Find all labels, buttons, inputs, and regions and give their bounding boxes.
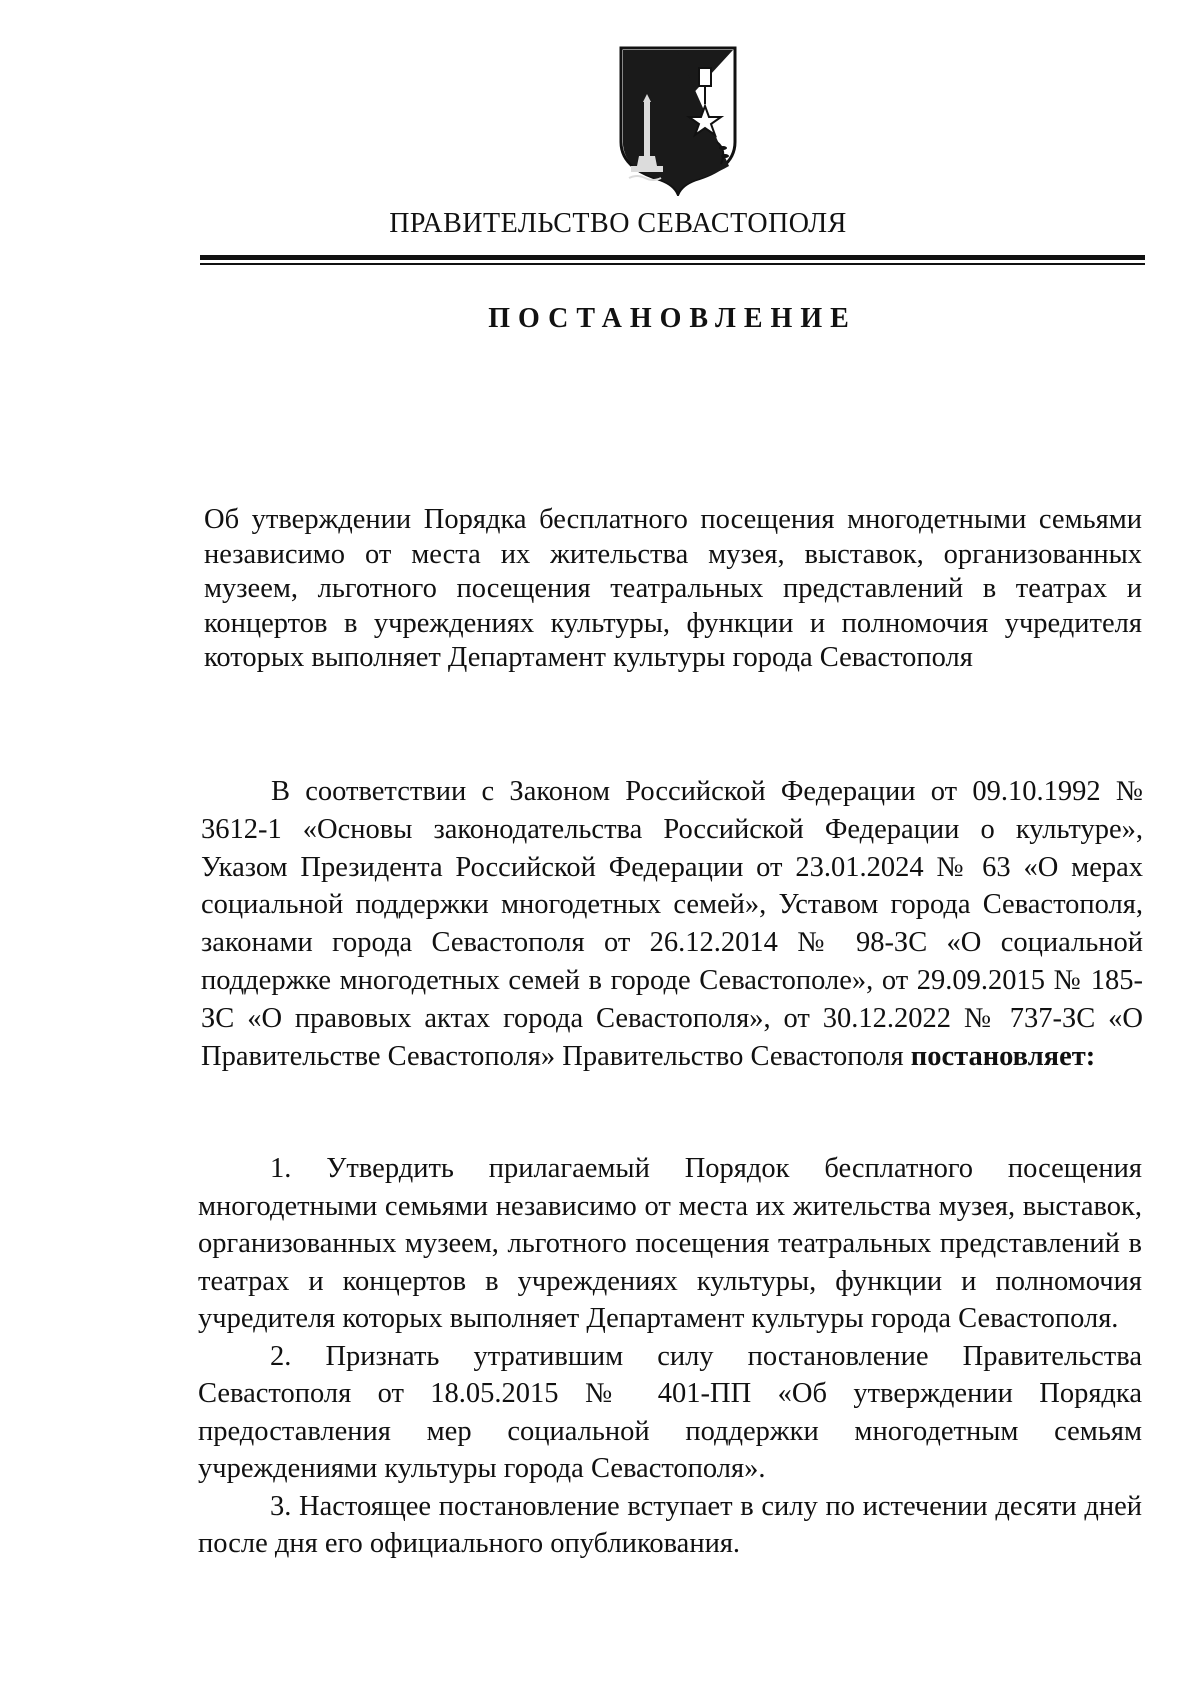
sevastopol-coat-of-arms-icon bbox=[617, 46, 739, 196]
decree-item-2: 2. Признать утратившим силу постановление Правительства Севастополя от 18.05.2015 № 401-ПП «Об утверждении Порядка предоставления мер социальной поддержки многодетным семьям учреждениями культуры города Севастополя». bbox=[198, 1340, 1142, 1484]
preamble-decision: постановляет: bbox=[910, 1040, 1096, 1072]
decree-item-1: 1. Утвердить прилагаемый Порядок бесплатного посещения многодетными семьями независимо от места их жительства музея, выставок, организованных музеем, льготного посещения театральных представлений в театрах и концертов в учреждениях культуры, функции и полномочия учредителя которых выполняет Департамент культуры города Севастополя. bbox=[198, 1153, 1142, 1334]
preamble-paragraph bbox=[201, 773, 1143, 1075]
decree-items bbox=[198, 1150, 1142, 1563]
government-name: ПРАВИТЕЛЬСТВО СЕВАСТОПОЛЯ bbox=[389, 208, 847, 239]
document-title: Об утверждении Порядка бесплатного посещения многодетными семьями независимо от места их жительства музея, выставок, организованных музеем, льготного посещения театральных представлений в театрах и концертов в учреждениях культуры, функции и полномочия учредителя которых выполняет Департамент культуры города Севастополя bbox=[204, 504, 1142, 673]
header-divider-thick bbox=[200, 255, 1145, 260]
document-type-heading: ПОСТАНОВЛЕНИЕ bbox=[488, 303, 857, 334]
preamble-text: В соответствии с Законом Российской Федерации от 09.10.1992 № 3612-1 «Основы законодательства Российской Федерации о культуре», Указом Президента Российской Федерации от 23.01.2024 № 63 «О мерах социальной поддержки многодетных семей», Уставом города Севастополя, законами города Севастополя от 26.12.2014 № 98-ЗС «О социальной поддержке многодетных семей в городе Севастополе», от 29.09.2015 № 185-ЗС «О правовых актах города Севастополя», от 30.12.2022 № 737-ЗС «О Правительстве Севастополя» Правительство Севастополя bbox=[201, 776, 1143, 1072]
header-divider-thin bbox=[200, 263, 1145, 265]
decree-item-3: 3. Настоящее постановление вступает в силу по истечении десяти дней после дня его официального опубликования. bbox=[198, 1490, 1142, 1559]
